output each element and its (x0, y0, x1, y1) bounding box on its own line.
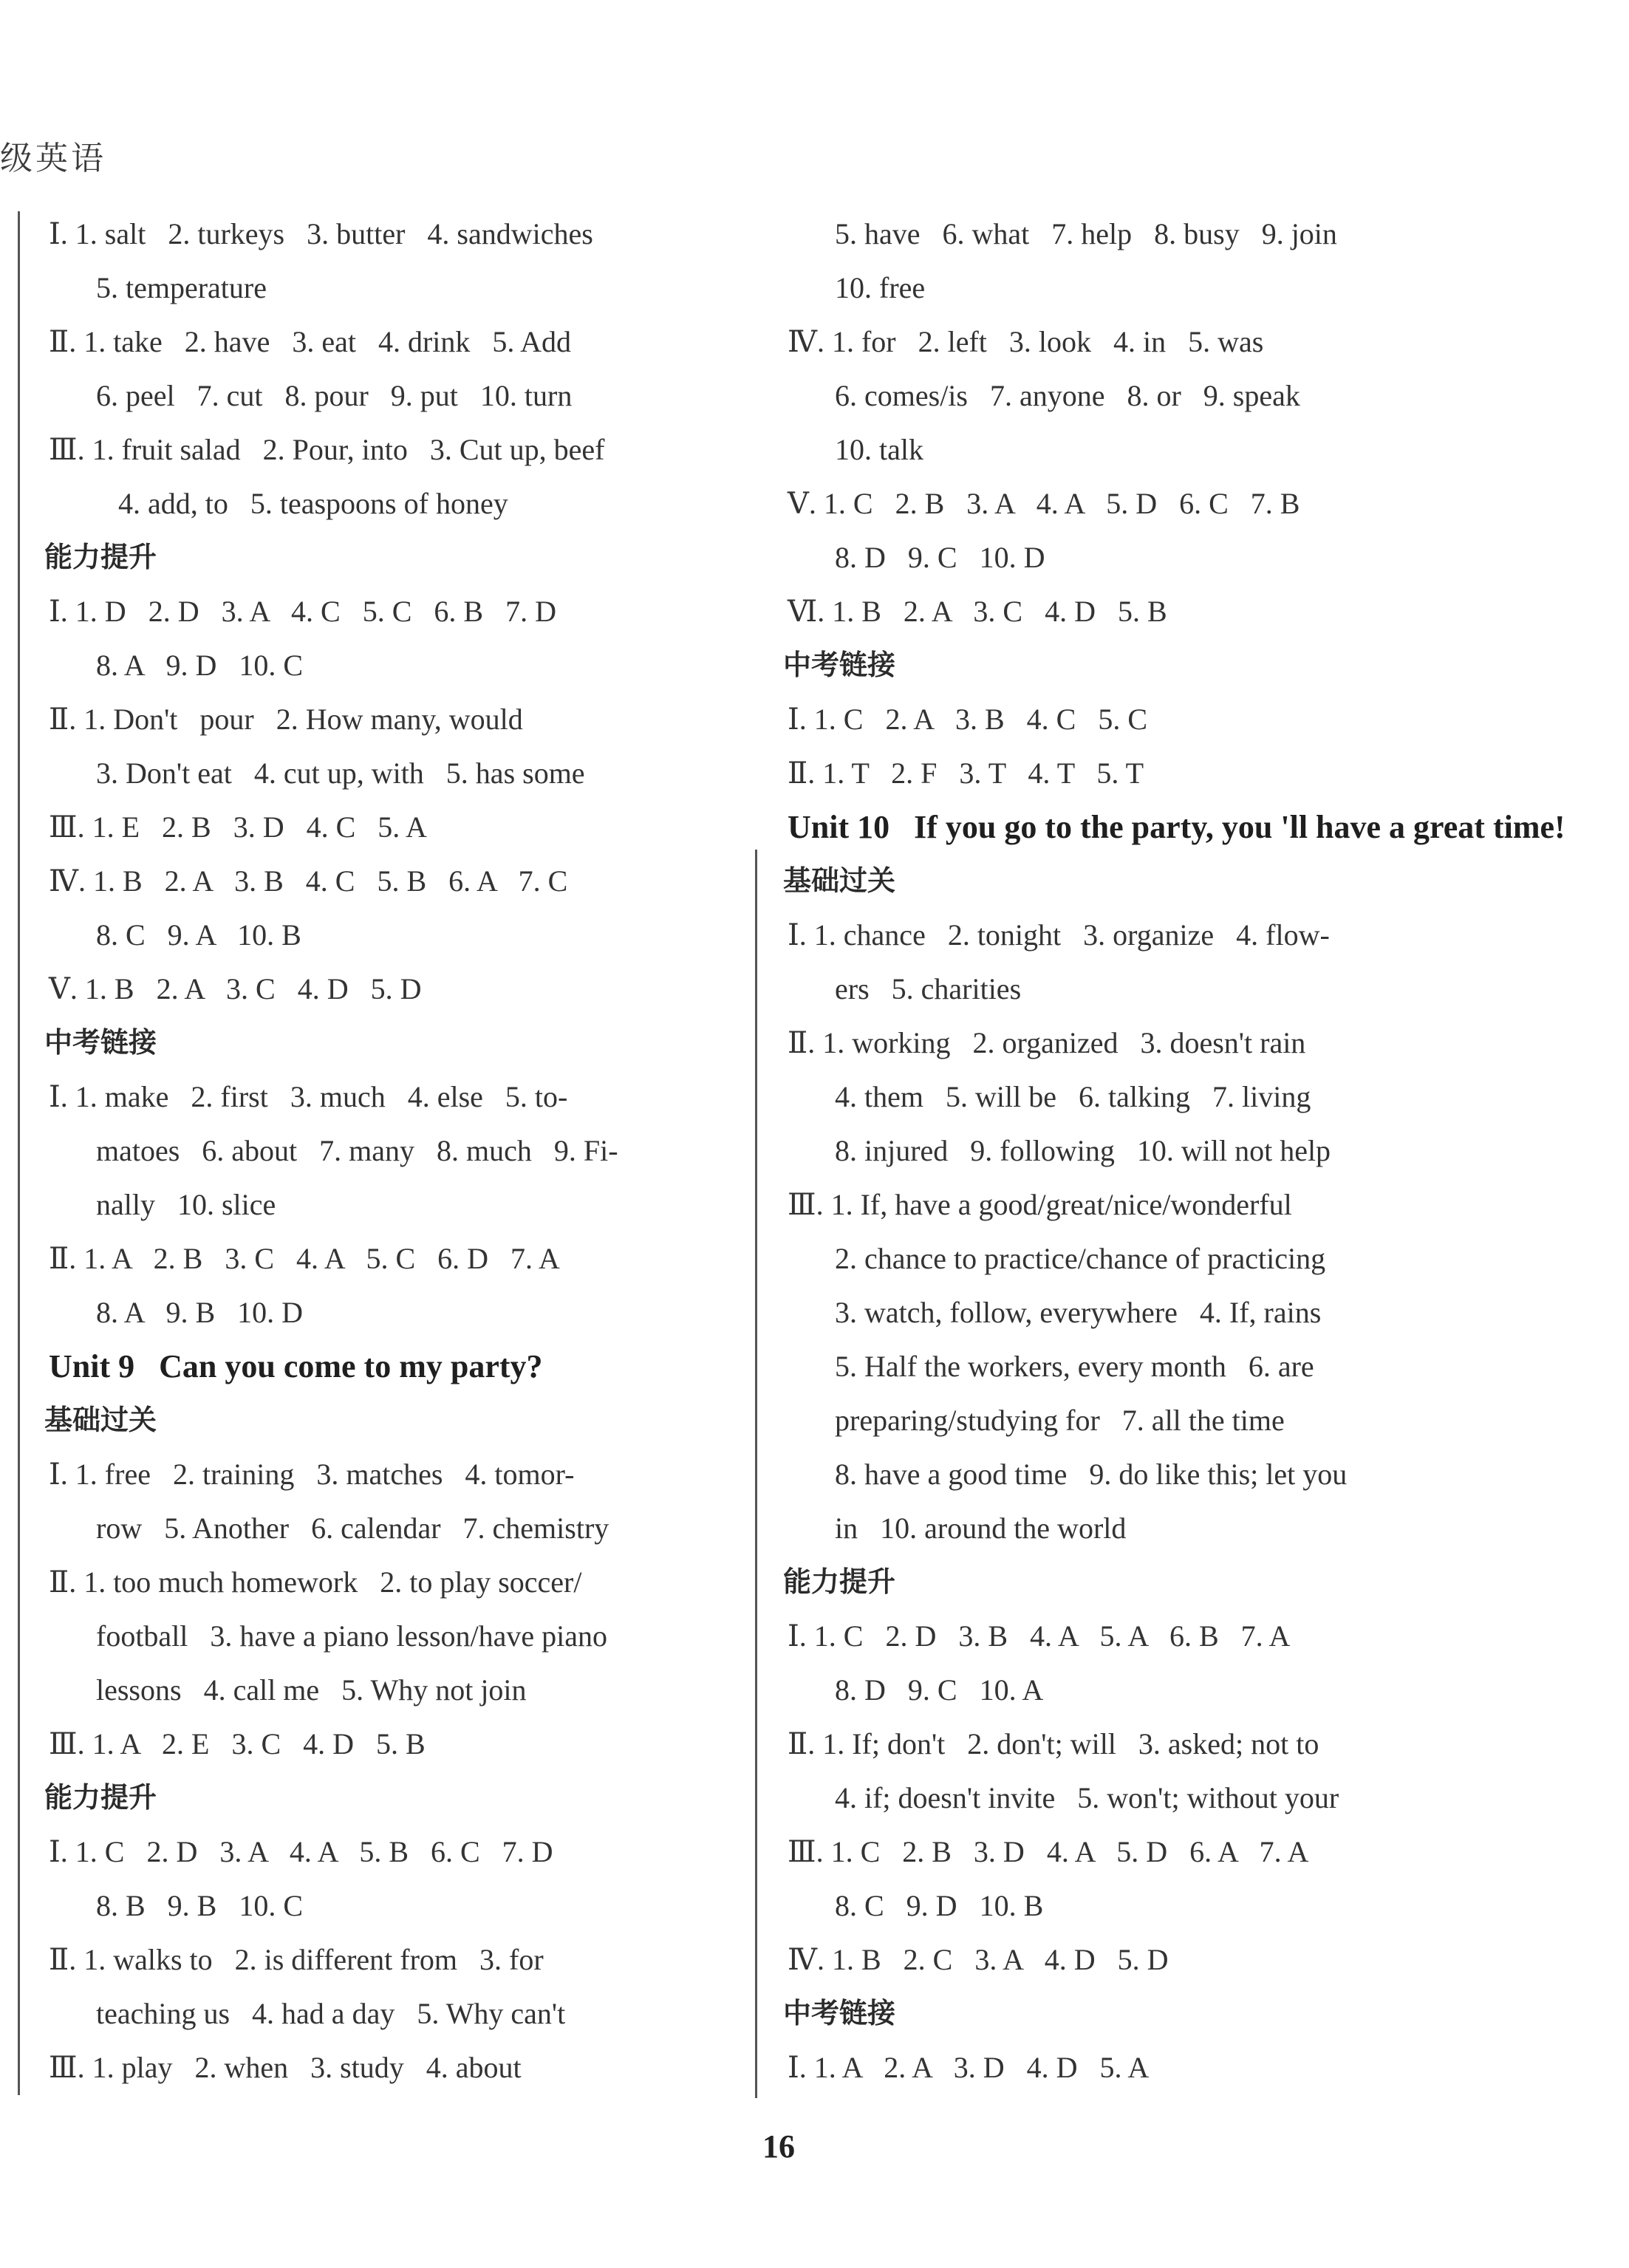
answer-line: preparing/studying for 7. all the time (835, 1404, 1285, 1437)
page-number: 16 (762, 2128, 795, 2165)
answer-line: Ⅵ. 1. B 2. A 3. C 4. D 5. B (788, 595, 1167, 628)
section-heading: 中考链接 (783, 649, 896, 681)
answer-line: 4. add, to 5. teaspoons of honey (118, 487, 508, 520)
left-answer-column (22, 207, 746, 2094)
answer-line: Ⅲ. 1. E 2. B 3. D 4. C 5. A (49, 810, 427, 844)
section-heading: 能力提升 (44, 541, 157, 573)
answer-line: Ⅱ. 1. If; don't 2. don't; will 3. asked; not to (788, 1727, 1319, 1760)
unit-title: Unit 9 Can you come to my party? (49, 1348, 543, 1384)
answer-line: 4. if; doesn't invite 5. won't; without your (835, 1781, 1339, 1814)
answer-line: nally 10. slice (96, 1188, 276, 1221)
answer-line: 8. A 9. D 10. C (96, 649, 304, 682)
answer-line: Ⅳ. 1. B 2. C 3. A 4. D 5. D (788, 1943, 1169, 1976)
section-heading: 基础过关 (783, 864, 896, 897)
page-header: 级英语 (0, 140, 106, 177)
answer-line: 3. Don't eat 4. cut up, with 5. has some (96, 756, 585, 790)
answer-line: Ⅱ. 1. walks to 2. is different from 3. for (49, 1943, 544, 1976)
answer-line: 3. watch, follow, everywhere 4. If, rains (835, 1296, 1322, 1329)
section-heading: 中考链接 (783, 1997, 896, 2029)
answer-line: Ⅰ. 1. free 2. training 3. matches 4. tomor- (49, 1458, 575, 1491)
answer-line: Ⅰ. 1. make 2. first 3. much 4. else 5. to- (49, 1080, 568, 1113)
answer-line: 8. C 9. D 10. B (835, 1889, 1044, 1922)
answer-line: 8. A 9. B 10. D (96, 1296, 304, 1329)
answer-line: Ⅳ. 1. for 2. left 3. look 4. in 5. was (788, 325, 1264, 358)
answer-line: Ⅲ. 1. fruit salad 2. Pour, into 3. Cut up, beef (49, 433, 605, 466)
answer-line: 8. injured 9. following 10. will not help (835, 1134, 1331, 1167)
answer-line: 5. have 6. what 7. help 8. busy 9. join (835, 217, 1337, 250)
answer-line: Ⅴ. 1. B 2. A 3. C 4. D 5. D (49, 972, 422, 1005)
answer-line: 8. C 9. A 10. B (96, 918, 301, 952)
unit-title: Unit 10 If you go to the party, you 'll have a great time! (788, 809, 1565, 845)
section-heading: 能力提升 (783, 1565, 896, 1598)
section-heading: 基础过关 (44, 1404, 157, 1436)
answer-line: Ⅰ. 1. C 2. D 3. B 4. A 5. A 6. B 7. A (788, 1619, 1291, 1653)
answer-line: Ⅲ. 1. play 2. when 3. study 4. about (49, 2051, 522, 2084)
answer-line: Ⅱ. 1. T 2. F 3. T 4. T 5. T (788, 756, 1144, 790)
answer-line: 5. Half the workers, every month 6. are (835, 1350, 1314, 1383)
answer-line: Ⅴ. 1. C 2. B 3. A 4. A 5. D 6. C 7. B (788, 487, 1300, 520)
answer-line: 4. them 5. will be 6. talking 7. living (835, 1080, 1311, 1113)
answer-line: 6. peel 7. cut 8. pour 9. put 10. turn (96, 379, 573, 412)
answer-line: Ⅲ. 1. C 2. B 3. D 4. A 5. D 6. A 7. A (788, 1835, 1309, 1868)
answer-line: row 5. Another 6. calendar 7. chemistry (96, 1512, 609, 1545)
answer-line: 10. talk (835, 433, 923, 466)
answer-line: Ⅰ. 1. salt 2. turkeys 3. butter 4. sandwiches (49, 217, 593, 250)
answer-line: lessons 4. call me 5. Why not join (96, 1673, 527, 1707)
answer-line: 5. temperature (96, 271, 267, 304)
answer-line: Ⅱ. 1. working 2. organized 3. doesn't rain (788, 1026, 1306, 1059)
left-column-rule (18, 211, 20, 2095)
answer-line: Ⅱ. 1. A 2. B 3. C 4. A 5. C 6. D 7. A (49, 1242, 560, 1275)
answer-line: 2. chance to practice/chance of practicing (835, 1242, 1326, 1275)
answer-line: in 10. around the world (835, 1512, 1127, 1545)
answer-line: Ⅰ. 1. chance 2. tonight 3. organize 4. flow- (788, 918, 1330, 952)
answer-line: Ⅰ. 1. D 2. D 3. A 4. C 5. C 6. B 7. D (49, 595, 556, 628)
answer-line: 10. free (835, 271, 926, 304)
answer-line: 8. D 9. C 10. A (835, 1673, 1044, 1707)
answer-line: ers 5. charities (835, 972, 1022, 1005)
answer-line: Ⅱ. 1. too much homework 2. to play soccer/ (49, 1565, 582, 1599)
answer-line: Ⅱ. 1. Don't pour 2. How many, would (49, 703, 523, 736)
answer-line: matoes 6. about 7. many 8. much 9. Fi- (96, 1134, 618, 1167)
section-heading: 能力提升 (44, 1781, 157, 1814)
right-answer-column (761, 207, 1574, 2094)
answer-line: 8. B 9. B 10. C (96, 1889, 304, 1922)
answer-line: Ⅲ. 1. A 2. E 3. C 4. D 5. B (49, 1727, 426, 1760)
section-heading: 中考链接 (44, 1026, 157, 1059)
right-column-rule (755, 850, 757, 2098)
answer-line: football 3. have a piano lesson/have piano (96, 1619, 608, 1653)
answer-line: 8. have a good time 9. do like this; let you (835, 1458, 1348, 1491)
answer-line: Ⅱ. 1. take 2. have 3. eat 4. drink 5. Add (49, 325, 572, 358)
answer-line: Ⅳ. 1. B 2. A 3. B 4. C 5. B 6. A 7. C (49, 864, 568, 898)
answer-line: Ⅰ. 1. A 2. A 3. D 4. D 5. A (788, 2051, 1150, 2084)
answer-line: Ⅰ. 1. C 2. A 3. B 4. C 5. C (788, 703, 1147, 736)
answer-line: Ⅰ. 1. C 2. D 3. A 4. A 5. B 6. C 7. D (49, 1835, 553, 1868)
answer-line: Ⅲ. 1. If, have a good/great/nice/wonderful (788, 1188, 1292, 1221)
answer-line: teaching us 4. had a day 5. Why can't (96, 1997, 566, 2030)
answer-line: 8. D 9. C 10. D (835, 541, 1045, 574)
answer-line: 6. comes/is 7. anyone 8. or 9. speak (835, 379, 1300, 412)
